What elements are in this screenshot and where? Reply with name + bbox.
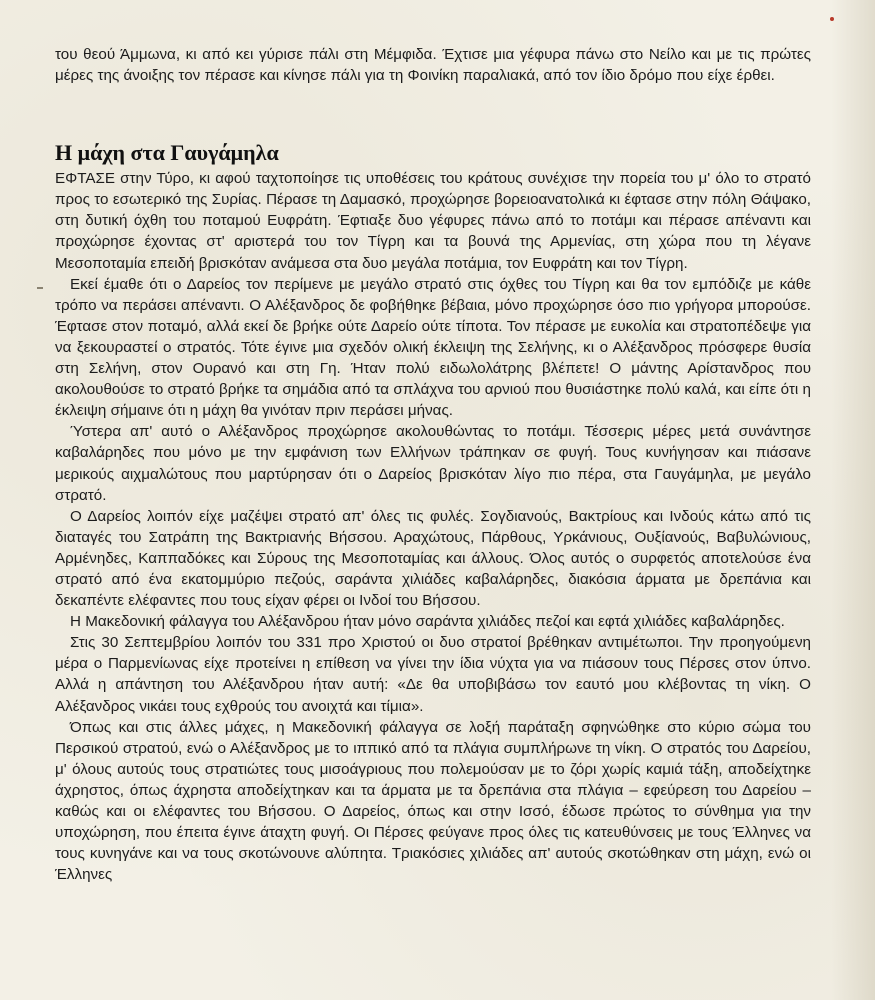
paragraph-1: ΕΦΤΑΣΕ στην Τύρο, κι αφού ταχτοποίησε τις υποθέσεις του κράτους συνέχισε την πορεία του μ' όλο το στρατό προς το εσωτερικό της Συρίας. Πέρασε τη Δαμασκό, προχώρησε βορειοανατολικά κι έφτασε στην πόλη Θάψακο, στη δυτική όχθη του ποταμού Ευφράτη. Έφτιαξε δυο γέφυρες πάνω από το ποτάμι και πέρασε απέναντι και προχώρησε έχοντας στ' αριστερά του τον Τίγρη και τα βουνά της Αρμενίας, στη χώρα που τη λέγανε Μεσοποταμία επειδή βρισκόταν ανάμεσα στα δυο μεγάλα ποτάμια, τον Ευφράτη και τον Τίγρη. [55,170,811,272]
paragraph-3: Ύστερα απ' αυτό ο Αλέξανδρος προχώρησε ακολουθώντας το ποτάμι. Τέσσερις μέρες μετά συνάντησε καβαλάρηδες που μόνο με την εμφάνιση των Ελλήνων τράπηκαν σε φυγή. Τους κυνήγησαν και πιάσανε μερικούς αιχμαλώτους που μαρτύρησαν ότι ο Δαρείος βρισκόταν λίγο πιο πέρα, στα Γαυγάμηλα, με μεγάλο στρατό. [55,423,811,504]
paragraph-5: Η Μακεδονική φάλαγγα του Αλέξανδρου ήταν μόνο σαράντα χιλιάδες πεζοί και εφτά χιλιάδες καβαλάρηδες. [70,613,785,631]
paragraph-6: Στις 30 Σεπτεμβρίου λοιπόν του 331 προ Χριστού οι δυο στρατοί βρέθηκαν αντιμέτωποι. Την προηγούμενη μέρα ο Παρμενίωνας είχε προτείνει η επίθεση να γίνει την ίδια νύχτα για να πιάσουν τους Πέρσες στον ύπνο. Αλλά η απάντηση του Αλέξανδρου ήταν αυτή: «Δε θα υποβιβάσω τον εαυτό μου κλέβοντας τη νίκη. Ο Αλέξανδρος νικάει τους εχθρούς του ανοιχτά και τίμια». [55,634,811,715]
paragraph-2: Εκεί έμαθε ότι ο Δαρείος τον περίμενε με μεγάλο στρατό στις όχθες του Τίγρη και θα τον εμπόδιζε με κάθε τρόπο να περάσει απέναντι. Ο Αλέξανδρος δε φοβήθηκε βέβαια, μόνο προχώρησε όσο πιο γρήγορα μπορούσε. Έφτασε στον ποταμό, αλλά εκεί δε βρήκε ούτε Δαρείο ούτε τίποτα. Τον πέρασε με ευκολία και στρατοπέδεψε για να ξεκουραστεί ο στρατός. Τότε έγινε μια σχεδόν ολική έκλειψη της Σελήνης, κι ο Αλέξανδρος πρόσφερε θυσία στη Σελήνη, στον Ουρανό και στη Γη. Ήταν πολύ ειδωλολάτρης βλέπετε! Ο μάντης Αρίστανδρος που ακολουθούσε το στρατό βρήκε τα σημάδια από τα σπλάχνα του αρνιού που θυσιάστηκε πολύ καλά, και είπε ότι η έκλειψη σήμαινε ότι η μάχη θα γινόταν πριν περάσει μήνας. [55,275,811,420]
corner-mark [830,17,834,21]
binding-shadow [831,0,875,1000]
paragraph-4: Ο Δαρείος λοιπόν είχε μαζέψει στρατό απ' όλες τις φυλές. Σογδιανούς, Βακτρίους και Ινδούς κάτω από τις διαταγές του Σατράπη της Βακτριανής Βήσσου. Αραχώτους, Πάρθους, Υρκάνιους, Ουξίανούς, Βαβυλώνιους, Αρμένηδες, Καππαδόκες και Σύρους της Μεσοποταμίας και άλλους. Όλος αυτός ο συρφετός αποτελούσε ένα στρατό από ένα εκατομμύριο πεζούς, σαράντα χιλιάδες καβαλάρηδες, διακόσια άρματα με δρεπάνια και δεκαπέντε ελέφαντες που τους είχαν φέρει οι Ινδοί του Βήσσου. [55,507,811,610]
paragraph-7: Όπως και στις άλλες μάχες, η Μακεδονική φάλαγγα σε λοξή παράταξη σφηνώθηκε στο κύριο σώμα του Περσικού στρατού, ενώ ο Αλέξανδρος με το ιππικό από τα πλάγια συμπλήρωνε τη νίκη. Ο στρατός του Δαρείου, μ' όλους αυτούς τους στρατιώτες τους μισοάγριους που πολεμούσαν με το ζόρι χωρίς καμιά τάξη, αποδείχτηκε άχρηστος, όπως άχρηστα αποδείχτηκαν και τα άρματα με τα δρεπάνια στα πλάγια – εφεύρεση του Δαρείου – καθώς και οι ελέφαντες του Βήσσου. Ο Δαρείος, όπως και στην Ισσό, έδωσε πρώτος το σύνθημα για την υποχώρηση, που έπειτα έγινε άταχτη φυγή. Οι Πέρσες φεύγανε προς όλες τις κατευθύνσεις με τους Έλληνες να τους κυνηγάνε και να τους σκοτώνουνε αλύπητα. Τριακόσιες χιλιάδες απ' αυτούς σκοτώθηκαν στη μάχη, ενώ οι Έλληνες [55,718,811,884]
page-text [55,44,811,885]
section-title: Η μάχη στα Γαυγάμηλα [55,140,279,166]
margin-mark [37,287,43,289]
intro-paragraph: του θεού Άμμωνα, κι από κει γύρισε πάλι στη Μέμφιδα. Έχτισε μια γέφυρα πάνω στο Νείλο και με τις πρώτες μέρες της άνοιξης τον πέρασε και κίνησε πάλι για τη Φοινίκη παραλιακά, από τον ίδιο δρόμο που είχε έρθει. [55,46,811,85]
